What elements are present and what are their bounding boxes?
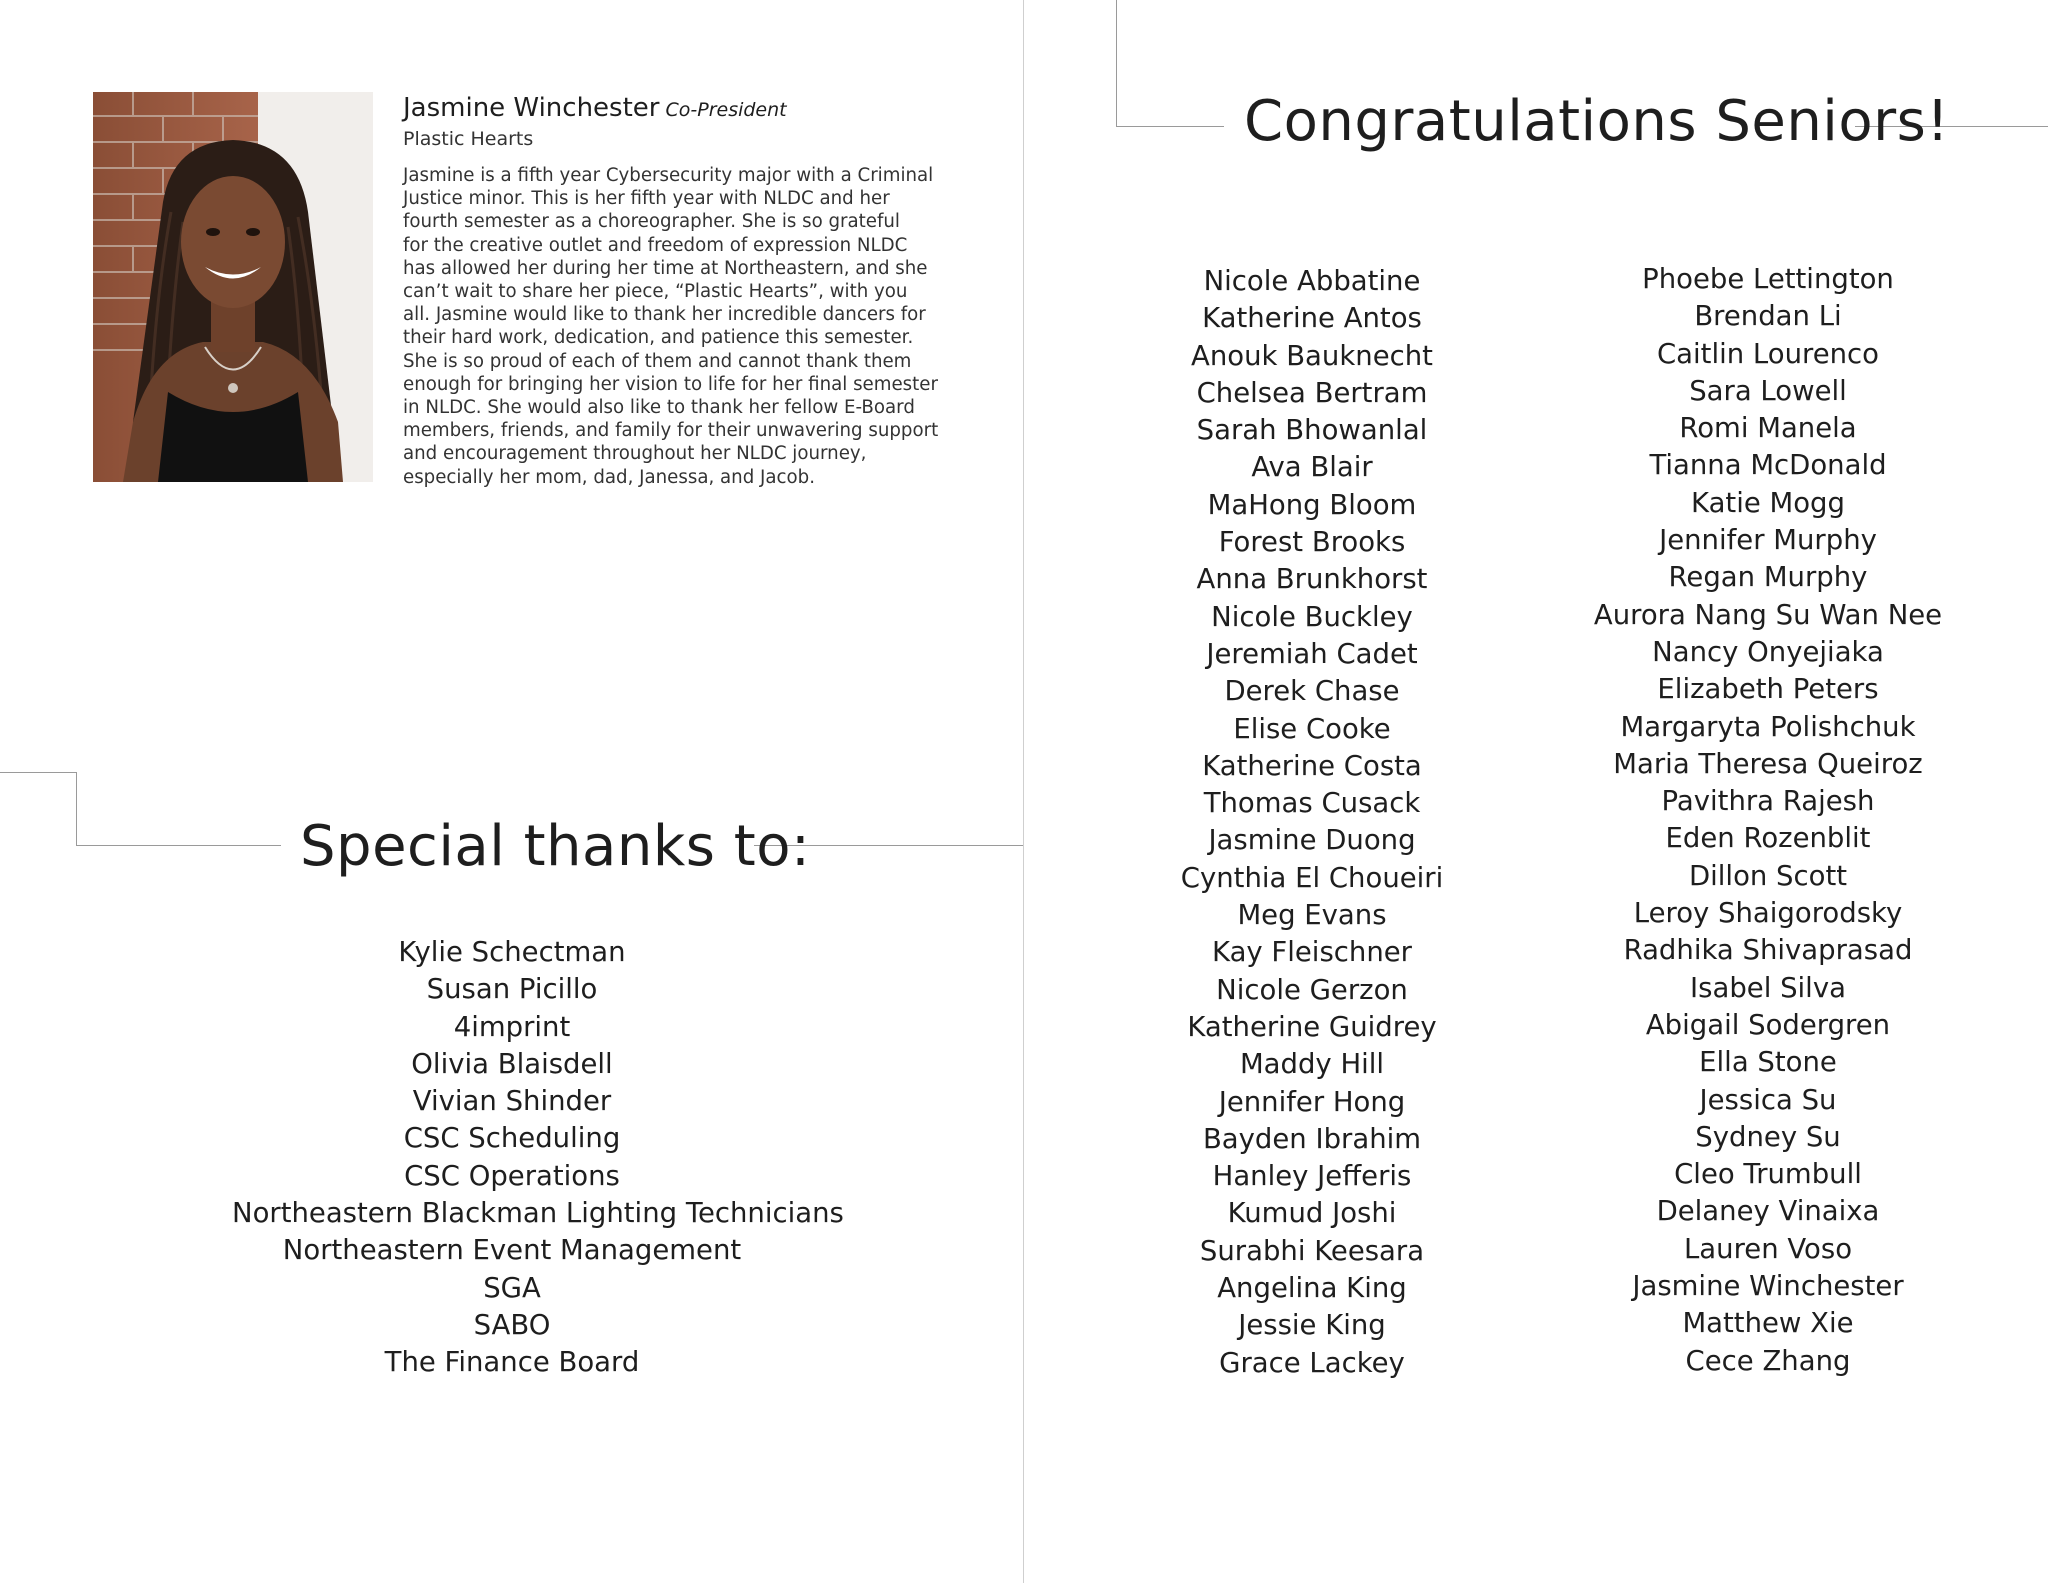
senior-name: Leroy Shaigorodsky xyxy=(1633,897,1903,930)
senior-name: Katherine Antos xyxy=(1202,302,1422,335)
thanks-item: Vivian Shinder xyxy=(412,1085,612,1118)
senior-name: Regan Murphy xyxy=(1668,561,1868,594)
thanks-item: Northeastern Blackman Lighting Technicians xyxy=(232,1197,844,1230)
senior-name: Ava Blair xyxy=(1251,451,1373,484)
senior-name: Angelina King xyxy=(1217,1272,1407,1305)
bio-line: and encouragement throughout her NLDC journey, xyxy=(403,443,867,465)
thanks-bracket-top xyxy=(0,772,77,773)
senior-name: Forest Brooks xyxy=(1218,526,1406,559)
bio-line: all. Jasmine would like to thank her incredible dancers for xyxy=(403,304,926,326)
senior-name: Jeremiah Cadet xyxy=(1206,637,1418,670)
senior-name: Jessica Su xyxy=(1699,1083,1837,1116)
senior-name: Tianna McDonald xyxy=(1649,449,1887,482)
senior-name: Eden Rozenblit xyxy=(1665,822,1871,855)
thanks-item: The Finance Board xyxy=(384,1346,640,1379)
senior-name: Jennifer Murphy xyxy=(1659,524,1877,557)
center-fold-divider xyxy=(1023,0,1024,1583)
thanks-list xyxy=(232,934,844,1382)
senior-name: Grace Lackey xyxy=(1219,1346,1405,1379)
bio-line: for the creative outlet and freedom of expression NLDC xyxy=(403,234,908,256)
senior-name: Sarah Bhowanlal xyxy=(1196,414,1428,447)
senior-name: Margaryta Polishchuk xyxy=(1620,710,1916,743)
profile-block xyxy=(403,92,943,489)
bio-line: She is so proud of each of them and cannot thank them xyxy=(403,350,912,372)
senior-name: Caitlin Lourenco xyxy=(1656,337,1879,370)
bio-line: fourth semester as a choreographer. She is so grateful xyxy=(403,211,900,233)
senior-name: Abigail Sodergren xyxy=(1645,1008,1891,1041)
senior-name: Nancy Onyejiaka xyxy=(1652,635,1884,668)
senior-name: Nicole Abbatine xyxy=(1203,265,1421,297)
senior-name: Jennifer Hong xyxy=(1218,1085,1406,1118)
senior-name: Jessie King xyxy=(1238,1309,1386,1342)
profile-role: Co-President xyxy=(665,99,787,121)
seniors-bracket-vertical xyxy=(1116,0,1117,127)
profile-piece: Plastic Hearts xyxy=(403,128,534,150)
bio-line: can’t wait to share her piece, “Plastic Hearts”, with you xyxy=(403,281,908,303)
senior-name: Nicole Gerzon xyxy=(1216,973,1408,1006)
senior-name: Nicole Buckley xyxy=(1211,600,1413,633)
senior-name: Cynthia El Choueiri xyxy=(1180,861,1444,894)
senior-name: Sara Lowell xyxy=(1689,374,1847,407)
profile-name: Jasmine Winchester xyxy=(403,93,660,123)
senior-name: Elise Cooke xyxy=(1233,712,1391,745)
bio-line: Justice minor. This is her fifth year with NLDC and her xyxy=(403,188,890,210)
senior-name: Ella Stone xyxy=(1699,1046,1837,1079)
senior-name: Anna Brunkhorst xyxy=(1196,563,1428,596)
bio-line: has allowed her during her time at Northeastern, and she xyxy=(403,257,928,279)
senior-name: Cleo Trumbull xyxy=(1674,1158,1862,1191)
senior-name: Sydney Su xyxy=(1695,1120,1841,1153)
bio-line: especially her mom, dad, Janessa, and Jacob. xyxy=(403,466,815,488)
seniors-bracket-left xyxy=(1116,126,1224,127)
thanks-item: Susan Picillo xyxy=(426,973,598,1006)
senior-name: Katherine Costa xyxy=(1202,749,1422,782)
senior-name: Surabhi Keesara xyxy=(1199,1234,1425,1267)
thanks-item: CSC Operations xyxy=(404,1159,620,1192)
thanks-item: SABO xyxy=(473,1308,551,1341)
senior-name: Thomas Cusack xyxy=(1203,787,1421,820)
senior-name: Kay Fleischner xyxy=(1212,936,1412,969)
senior-name: Isabel Silva xyxy=(1690,971,1846,1004)
senior-name: Maddy Hill xyxy=(1239,1048,1385,1081)
senior-name: Pavithra Rajesh xyxy=(1661,785,1875,818)
profile-name-line xyxy=(403,92,943,126)
senior-name: Cece Zhang xyxy=(1685,1344,1851,1377)
senior-name: Radhika Shivaprasad xyxy=(1623,934,1913,967)
senior-name: Chelsea Bertram xyxy=(1196,376,1428,409)
thanks-item: SGA xyxy=(483,1271,541,1304)
bio-line: Jasmine is a fifth year Cybersecurity major with a Criminal xyxy=(403,165,934,186)
bio-line: enough for bringing her vision to life for her final semester xyxy=(403,373,938,395)
senior-name: Jasmine Duong xyxy=(1208,824,1416,857)
seniors-list-column-2 xyxy=(1590,261,1946,1380)
senior-name: Matthew Xie xyxy=(1682,1307,1854,1340)
senior-name: Jasmine Winchester xyxy=(1632,1270,1904,1303)
seniors-heading: Congratulations Seniors! xyxy=(1244,89,1950,154)
thanks-item: 4imprint xyxy=(453,1010,571,1043)
thanks-heading: Special thanks to: xyxy=(300,814,811,879)
senior-name: Katie Mogg xyxy=(1691,486,1845,519)
senior-name: Derek Chase xyxy=(1224,675,1400,708)
thanks-item: CSC Scheduling xyxy=(403,1122,621,1155)
senior-name: Phoebe Lettington xyxy=(1642,263,1894,295)
thanks-item: Olivia Blaisdell xyxy=(411,1047,613,1080)
senior-name: Romi Manela xyxy=(1679,412,1857,445)
seniors-list-column-1 xyxy=(1152,263,1472,1382)
bio-line: in NLDC. She would also like to thank her fellow E-Board xyxy=(403,397,915,419)
senior-name: Hanley Jefferis xyxy=(1212,1160,1412,1193)
senior-name: Anouk Bauknecht xyxy=(1191,339,1433,372)
senior-name: Elizabeth Peters xyxy=(1657,673,1879,706)
thanks-bracket-left xyxy=(76,845,281,846)
thanks-item: Northeastern Event Management xyxy=(282,1234,742,1267)
profile-photo xyxy=(93,92,373,482)
senior-name: Kumud Joshi xyxy=(1227,1197,1397,1230)
senior-name: Lauren Voso xyxy=(1683,1232,1853,1265)
bio-line: their hard work, dedication, and patience this semester. xyxy=(403,327,914,349)
senior-name: Katherine Guidrey xyxy=(1187,1010,1437,1043)
thanks-bracket-vertical xyxy=(76,772,77,846)
senior-name: Brendan Li xyxy=(1694,300,1842,333)
senior-name: Aurora Nang Su Wan Nee xyxy=(1593,598,1943,631)
senior-name: Meg Evans xyxy=(1237,899,1387,932)
senior-name: Dillon Scott xyxy=(1688,859,1848,892)
thanks-item: Kylie Schectman xyxy=(398,936,626,968)
bio-line: members, friends, and family for their unwavering support xyxy=(403,420,939,442)
senior-name: MaHong Bloom xyxy=(1207,488,1417,521)
senior-name: Bayden Ibrahim xyxy=(1202,1122,1422,1155)
senior-name: Delaney Vinaixa xyxy=(1656,1195,1880,1228)
profile-bio xyxy=(403,164,943,489)
senior-name: Maria Theresa Queiroz xyxy=(1613,747,1923,780)
